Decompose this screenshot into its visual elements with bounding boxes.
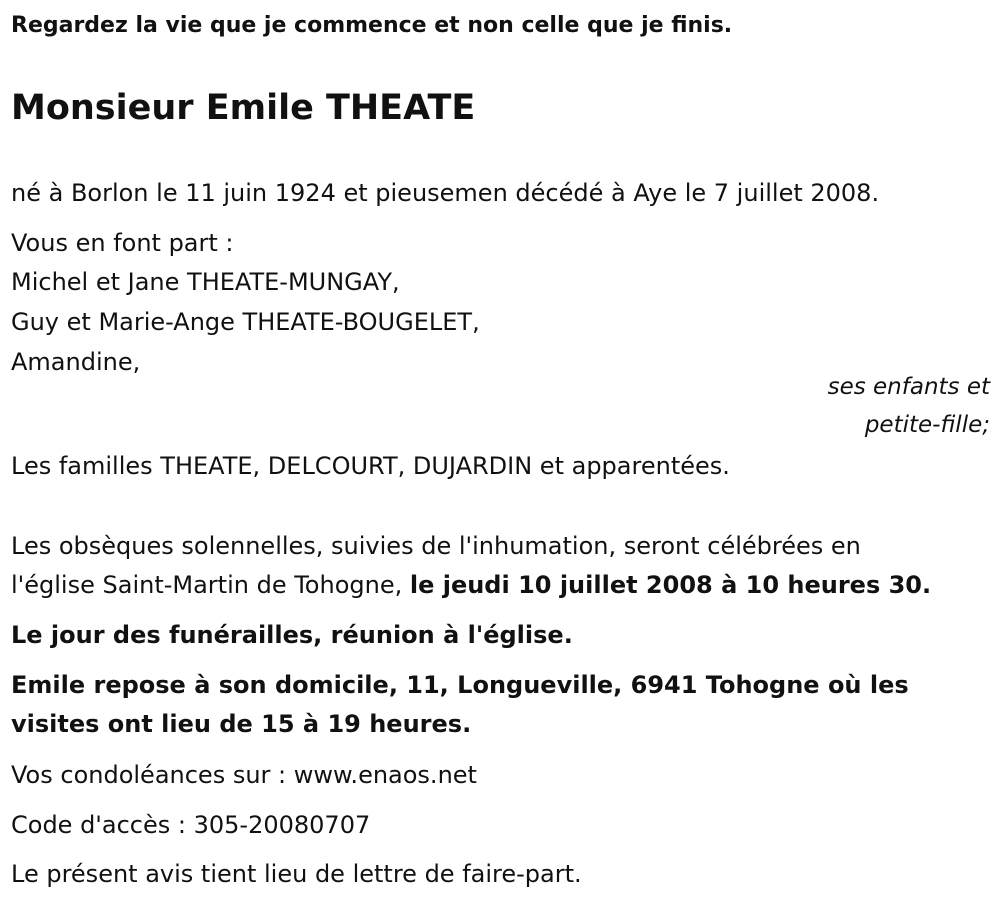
- funeral-datetime: le jeudi 10 juillet 2008 à 10 heures 30.: [409, 571, 932, 599]
- access-code-line: Code d'accès : 305-20080707: [11, 811, 371, 839]
- family-line: Amandine,: [11, 348, 141, 376]
- condolences-line: Vos condoléances sur : www.enaos.net: [11, 761, 477, 789]
- funeral-line-2: [11, 571, 931, 599]
- funeral-location: l'église Saint-Martin de Tohogne,: [11, 571, 410, 599]
- funeral-line-1: Les obsèques solennelles, suivies de l'inhumation, seront célébrées en: [11, 532, 861, 560]
- closing-line: Le présent avis tient lieu de lettre de faire-part.: [11, 860, 582, 888]
- visit-line: visites ont lieu de 15 à 19 heures.: [11, 710, 472, 738]
- relation-line: ses enfants et: [827, 374, 990, 400]
- deceased-name: Monsieur Emile THEATE: [11, 88, 476, 128]
- birth-death-line: né à Borlon le 11 juin 1924 et pieusemen décédé à Aye le 7 juillet 2008.: [11, 179, 880, 207]
- relation-line: petite-fille;: [864, 412, 990, 438]
- family-line: Michel et Jane THEATE-MUNGAY,: [11, 268, 400, 296]
- families-line: Les familles THEATE, DELCOURT, DUJARDIN et apparentées.: [11, 452, 730, 480]
- announce-intro: Vous en font part :: [11, 229, 234, 257]
- epitaph-quote: Regardez la vie que je commence et non celle que je finis.: [11, 13, 733, 38]
- visit-line: Emile repose à son domicile, 11, Longueville, 6941 Tohogne où les: [11, 671, 909, 699]
- reunion-line: Le jour des funérailles, réunion à l'église.: [11, 621, 573, 649]
- family-line: Guy et Marie-Ange THEATE-BOUGELET,: [11, 308, 480, 336]
